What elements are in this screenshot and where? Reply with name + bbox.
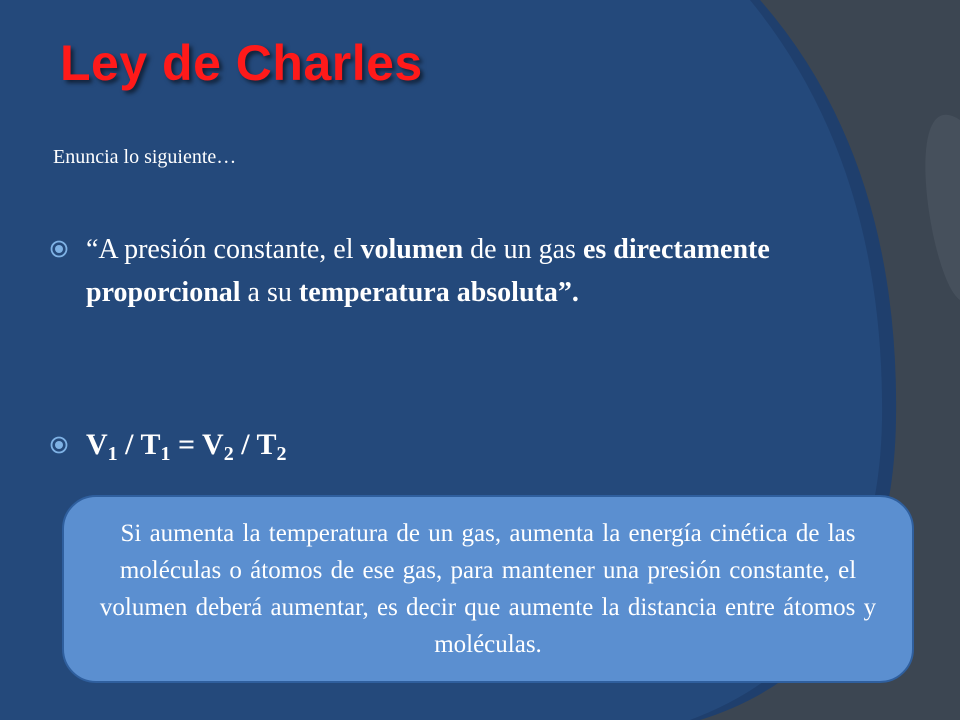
law-text-temperatura: temperatura absoluta”. — [298, 277, 579, 308]
formula-subscript: 1 — [160, 443, 171, 465]
target-bullet-icon — [50, 436, 68, 454]
slide-title: Ley de Charles — [60, 35, 423, 91]
explanation-callout — [62, 495, 914, 683]
formula-part: = V — [170, 428, 224, 461]
explanation-text: Si aumenta la temperatura de un gas, aumenta la energía cinética de las moléculas o átomos de ese gas, para mantener una presión constante, el volumen deberá aumentar, es decir que aumente la distancia entre átomos y moléculas. — [99, 520, 877, 658]
formula-part: / T — [233, 428, 277, 461]
law-text-proporcional: es directamente proporcional — [86, 234, 770, 308]
formula-subscript: 2 — [223, 443, 234, 465]
formula-subscript: 2 — [276, 443, 287, 465]
bullet-law-statement — [50, 228, 780, 314]
law-text-part: de un gas — [463, 234, 583, 265]
law-text-volumen: volumen — [360, 234, 464, 265]
slide-subtitle: Enuncia lo siguiente… — [53, 146, 237, 168]
formula-text — [86, 423, 780, 466]
formula-part: V — [86, 428, 108, 461]
law-statement-text — [86, 228, 780, 314]
formula-part: / T — [117, 428, 161, 461]
formula-subscript: 1 — [107, 443, 118, 465]
law-text-part: “A presión constante, el — [86, 234, 361, 265]
law-text-part: a su — [240, 277, 299, 308]
target-bullet-icon — [50, 240, 68, 258]
bullet-formula — [50, 423, 780, 466]
